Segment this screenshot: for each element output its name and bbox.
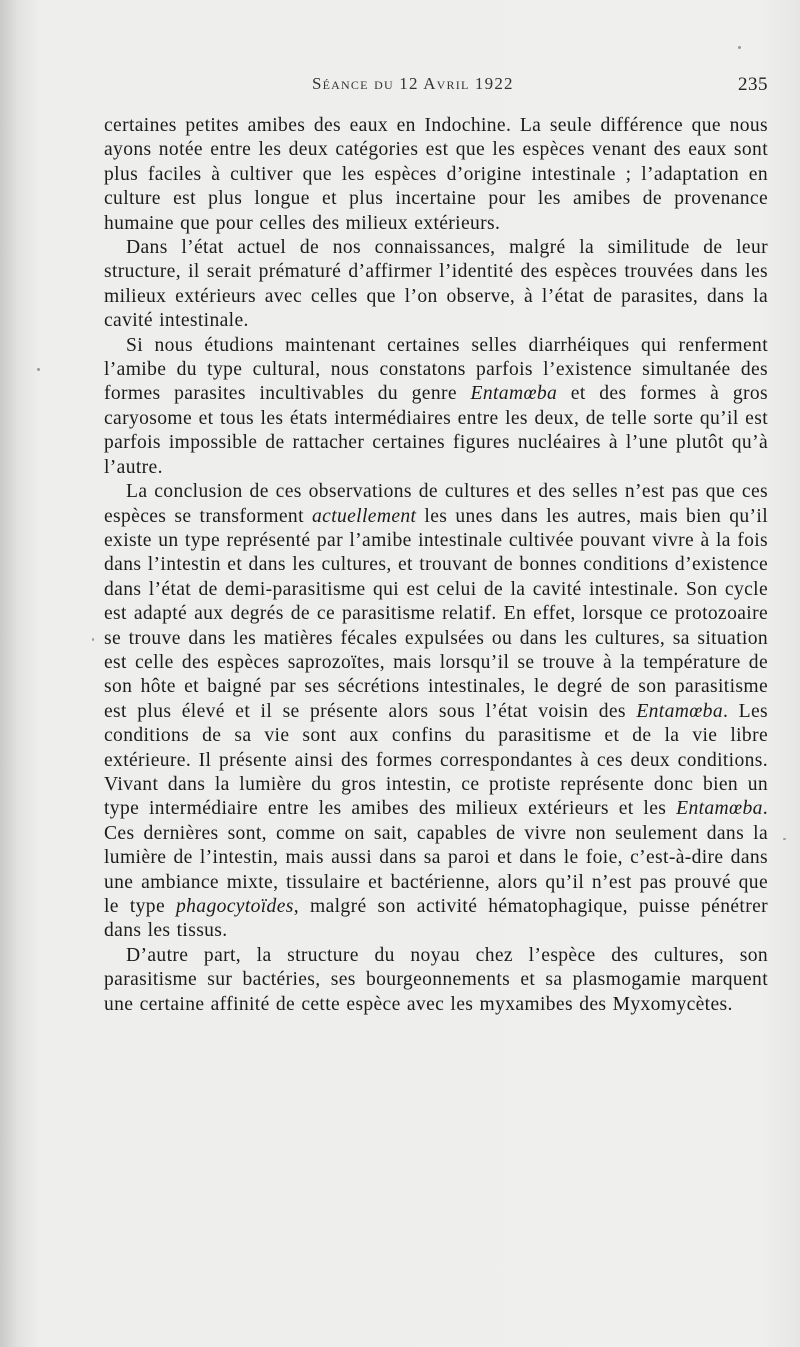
italic-term: actuellement	[312, 505, 417, 527]
text-run: La conclusion de ces observations de cultures et des selles n’est pas que ces espèces se transforment	[104, 481, 768, 527]
paper-speck	[783, 838, 786, 840]
paragraph-1	[104, 114, 768, 236]
text-run: . Ces dernières sont, comme on sait, capables de vivre non seulement dans la lumière de l’intestin, mais aussi dans sa paroi et dans le foie, c’est-à-dire dans une ambiance mixte, tissulaire et bactérienne, alors qu’il n’est pas prouvé que le type	[104, 798, 768, 917]
paragraph-4	[104, 480, 768, 944]
text-run: les unes dans les autres, mais bien qu’il existe un type représenté par l’amibe intestinale cultivée pouvant vivre à la fois dans l’intestin et dans les cultures, et trouvant de bonnes conditions d’existence dans l’état de demi-parasitisme qui est celui de la cavité intestinale. Son cycle est adapté aux degrés de ce parasitisme relatif. En effet, lorsque ce protozoaire se trouve dans les matières fécales expulsées ou dans les cultures, sa situation est celle des espèces saprozoïtes, mais lorsqu’il se trouve à la température de son hôte et baigné par ses sécrétions intestinales, le degré de son parasitisme est plus élevé et il se présente alors sous l’état voisin des	[104, 505, 768, 722]
running-title: Séance du 12 Avril 1922	[312, 74, 514, 93]
text-run: D’autre part, la structure du noyau chez l’espèce des cultures, son parasitisme sur bactéries, ses bourgeonnements et sa plasmogamie marquent une certaine affinité de cette espèce avec les myxamibes des Myxomycètes.	[104, 944, 768, 1015]
text-run: Si nous étudions maintenant certaines selles diarrhéiques qui renferment l’amibe du type cultural, nous constatons parfois l’existence simultanée des formes parasites incultivables du genre	[104, 334, 768, 405]
italic-term: Entamœba	[636, 700, 723, 722]
text-run: Dans l’état actuel de nos connaissances, malgré la similitude de leur structure, il serait prématuré d’affirmer l’identité des espèces trouvées dans les milieux extérieurs avec celles que l’on observe, à l’état de parasites, dans la cavité intestinale.	[104, 237, 768, 332]
italic-term: Entamœba	[676, 798, 763, 820]
text-run: et des formes à gros caryosome et tous les états intermédiaires entre les deux, de telle sorte qu’il est parfois impossible de rattacher certaines figures nucléaires à l’une plutôt qu’à l’autre.	[104, 383, 768, 478]
italic-term: phagocytoïdes	[176, 896, 294, 917]
running-header	[104, 74, 768, 100]
paper-speck	[37, 368, 40, 371]
text-run: . Les conditions de sa vie sont aux confins du parasitisme et de la vie libre extérieure. Il présente ainsi des formes correspondantes à ces deux conditions. Vivant dans la lumière du gros intestin, ce protiste représente donc bien un type intermédiaire entre les amibes des milieux extérieurs et les	[104, 700, 768, 820]
body-text	[104, 114, 768, 1017]
paragraph-2	[104, 236, 768, 334]
paragraph-5	[104, 944, 768, 1017]
paragraph-3	[104, 334, 768, 480]
text-run: certaines petites amibes des eaux en Indochine. La seule différence que nous ayons notée entre les deux catégories est que les espèces venant des eaux sont plus faciles à cultiver que les espèces d’origine intestinale ; l’adaptation en culture est plus longue et plus incertaine pour les amibes de provenance humaine que pour celles des milieux extérieurs.	[104, 115, 768, 234]
paper-speck	[92, 638, 94, 641]
italic-term: Entamœba	[470, 383, 558, 405]
paper-speck	[738, 46, 741, 49]
text-run: , malgré son activité hématophagique, puisse pénétrer dans les tissus.	[104, 896, 768, 942]
page-number: 235	[738, 74, 768, 95]
